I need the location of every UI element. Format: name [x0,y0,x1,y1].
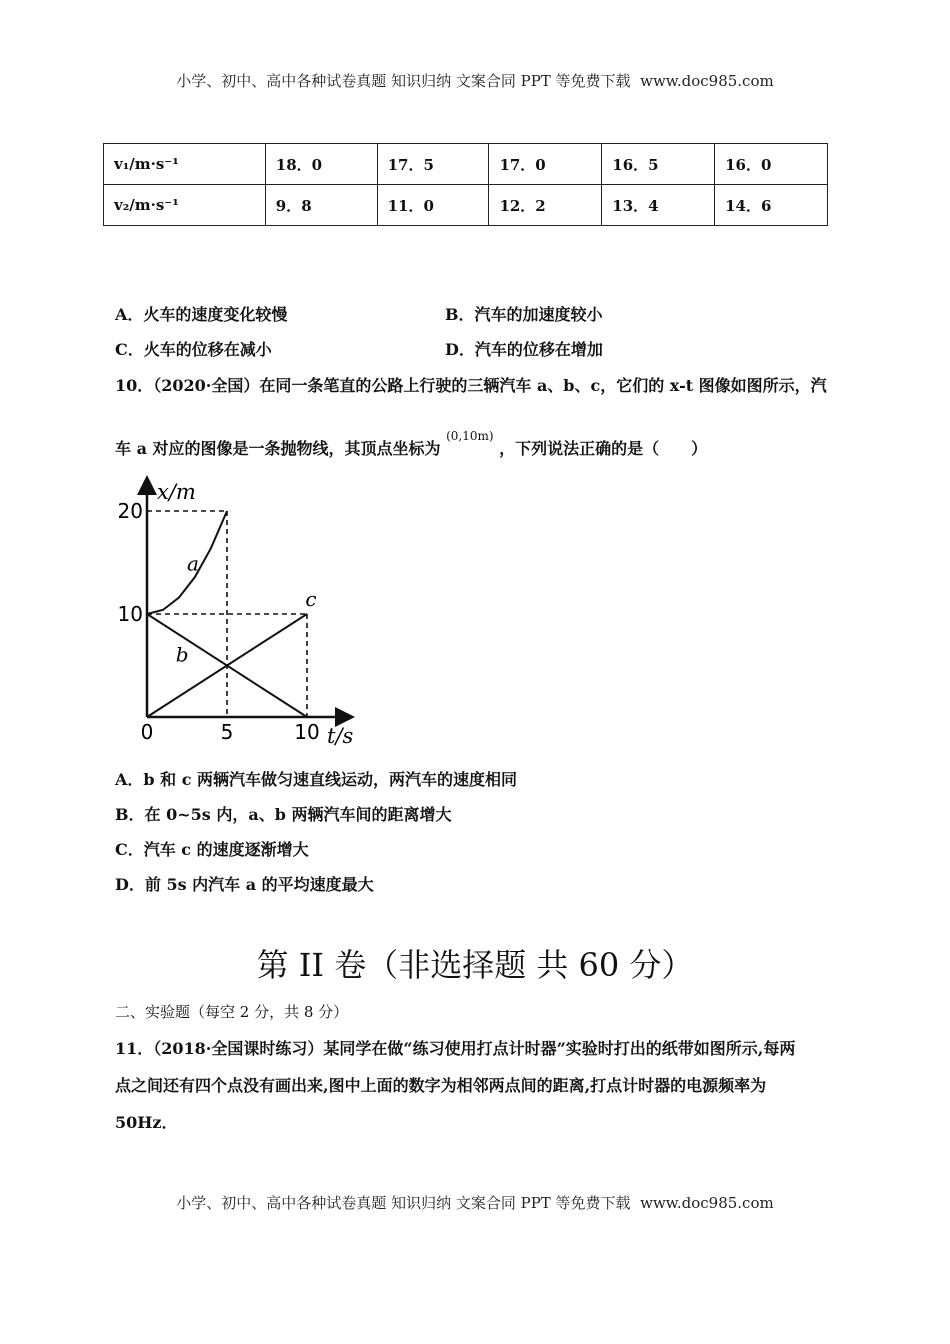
table-cell: 16．5 [602,144,715,185]
y-tick-label: 10 [117,602,143,626]
q9-option-a: A．火车的速度变化较慢 [115,305,288,324]
x-tick-label: 0 [140,720,154,744]
velocity-table [103,143,828,226]
table-cell: 13．4 [602,185,715,226]
q10-option-c: C．汽车 c 的速度逐渐增大 [115,840,309,859]
table-cell: 11．0 [377,185,489,226]
q10-stem-post: ，下列说法正确的是（ ） [499,439,708,458]
series-label-c: c [305,586,317,611]
x-tick-label: 10 [294,720,320,744]
table-cell: 9．8 [265,185,377,226]
q9-option-b: B．汽车的加速度较小 [445,305,603,324]
series-label-a: a [187,551,199,576]
section-title: 第 II 卷（非选择题 共 60 分） [256,946,694,984]
q11-line1: 11．（2018·全国课时练习）某同学在做“练习使用打点计时器”实验时打出的纸带如图所示,每两 [115,1039,796,1058]
y-tick-label: 20 [117,499,143,523]
table-cell: 14．6 [715,185,828,226]
page-header [0,70,950,91]
q10-option-a: A．b 和 c 两辆汽车做匀速直线运动，两汽车的速度相同 [115,770,518,789]
q10-stem-pre: 车 a 对应的图像是一条抛物线，其顶点坐标为 [115,439,441,458]
header-text: 小学、初中、高中各种试卷真题 知识归纳 文案合同 PPT 等免费下载 [176,72,631,90]
footer-url: www.doc985.com [640,1194,774,1212]
plot-area [118,480,354,748]
header-url: www.doc985.com [640,72,774,90]
q10-stem-line1: 10．（2020·全国）在同一条笔直的公路上行驶的三辆汽车 a、b、c，它们的 x-t 图像如图所示，汽 [115,376,827,395]
x-tick-label: 5 [220,720,234,744]
xt-graph [105,475,375,755]
x-axis-label: t/s [327,724,354,748]
y-axis-label: x/m [157,480,196,504]
q10-stem-line2 [115,429,708,459]
guide-lines [147,511,307,717]
series-label-b: b [175,642,189,667]
table-row [104,185,828,226]
q11-line3: 50Hz． [115,1113,178,1132]
row-label: v₂/m·s⁻¹ [104,185,266,226]
q9-option-c: C．火车的位移在减小 [115,340,272,359]
section-subtitle: 二、实验题（每空 2 分，共 8 分） [115,1003,349,1021]
vertex-coordinate: (0,10m) [446,429,494,443]
q9-option-d: D．汽车的位移在增加 [445,340,603,359]
table-cell: 18．0 [265,144,377,185]
page-footer [0,1192,950,1213]
q10-option-b: B．在 0~5s 内，a、b 两辆汽车间的距离增大 [115,805,452,824]
table-cell: 12．2 [489,185,602,226]
table-cell: 17．5 [377,144,489,185]
q10-option-d: D．前 5s 内汽车 a 的平均速度最大 [115,875,374,894]
table-cell: 17．0 [489,144,602,185]
row-label: v₁/m·s⁻¹ [104,144,266,185]
footer-text: 小学、初中、高中各种试卷真题 知识归纳 文案合同 PPT 等免费下载 [176,1194,631,1212]
table-row [104,144,828,185]
table-cell: 16．0 [715,144,828,185]
q11-line2: 点之间还有四个点没有画出来,图中上面的数字为相邻两点间的距离,打点计时器的电源频率为 [115,1076,767,1095]
